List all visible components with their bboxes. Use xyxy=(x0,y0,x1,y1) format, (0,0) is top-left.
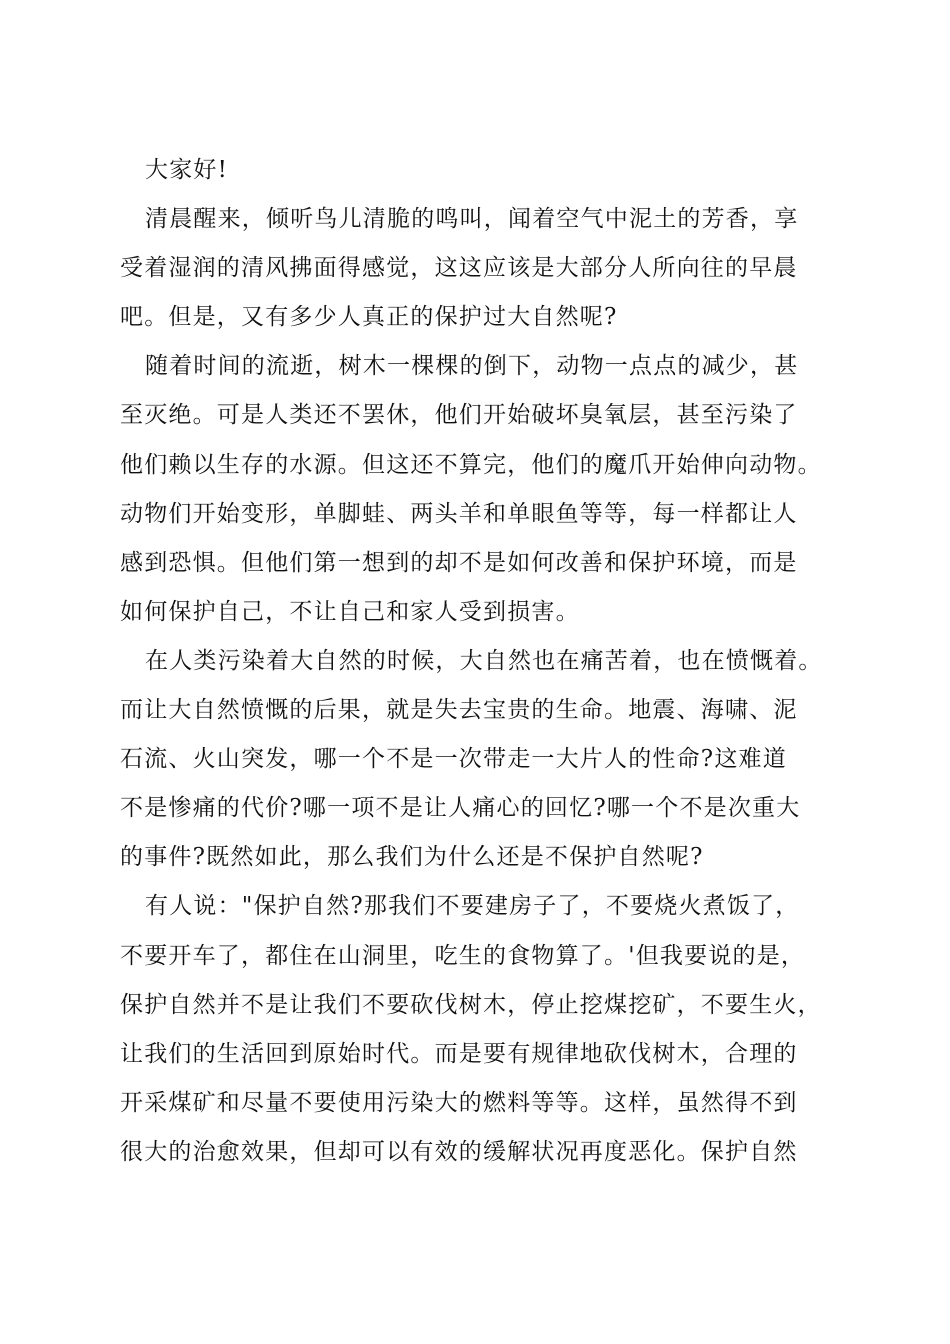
paragraph-4-line-6: 很大的治愈效果，但却可以有效的缓解状况再度恶化。保护自然 xyxy=(120,1138,798,1165)
paragraph-3-line-2: 而让大自然愤慨的后果，就是失去宝贵的生命。地震、海啸、泥 xyxy=(120,697,798,724)
paragraph-3-line-3: 石流、火山突发，哪一个不是一次带走一大片人的性命?这难道 xyxy=(120,746,787,773)
paragraph-4-line-5: 开采煤矿和尽量不要使用污染大的燃料等等。这样，虽然得不到 xyxy=(120,1089,798,1116)
paragraph-2-line-5: 感到恐惧。但他们第一想到的却不是如何改善和保护环境，而是 xyxy=(120,549,798,576)
paragraph-4-line-4: 让我们的生活回到原始时代。而是要有规律地砍伐树木，合理的 xyxy=(120,1040,798,1067)
paragraph-3-line-4: 不是惨痛的代价?哪一项不是让人痛心的回忆?哪一个不是次重大 xyxy=(120,795,801,822)
speech-text xyxy=(120,146,860,1177)
paragraph-3-line-5: 的事件?既然如此，那么我们为什么还是不保护自然呢? xyxy=(120,844,704,871)
paragraph-2-line-1: 随着时间的流逝，树木一棵棵的倒下，动物一点点的减少，甚 xyxy=(145,353,799,380)
paragraph-1-line-3: 吧。但是，又有多少人真正的保护过大自然呢? xyxy=(120,304,618,331)
paragraph-4-line-3: 保护自然并不是让我们不要砍伐树木，停止挖煤挖矿，不要生火， xyxy=(120,991,822,1018)
paragraph-4-line-1: 有人说："保护自然?那我们不要建房子了，不要烧火煮饭了， xyxy=(145,893,800,920)
paragraph-3-line-1: 在人类污染着大自然的时候，大自然也在痛苦着，也在愤慨着。 xyxy=(145,647,823,674)
paragraph-1-line-1: 清晨醒来，倾听鸟儿清脆的鸣叫，闻着空气中泥土的芳香，享 xyxy=(145,206,799,233)
paragraph-2-line-2: 至灭绝。可是人类还不罢休，他们开始破坏臭氧层，甚至污染了 xyxy=(120,402,798,429)
paragraph-2-line-3: 他们赖以生存的水源。但这还不算完，他们的魔爪开始伸向动物。 xyxy=(120,451,822,478)
paragraph-2-line-6: 如何保护自己，不让自己和家人受到损害。 xyxy=(120,598,580,625)
greeting-line: 大家好! xyxy=(145,157,229,183)
paragraph-4-line-2: 不要开车了，都住在山洞里，吃生的食物算了。'但我要说的是， xyxy=(120,942,806,969)
paragraph-2-line-4: 动物们开始变形，单脚蛙、两头羊和单眼鱼等等，每一样都让人 xyxy=(120,500,798,527)
paragraph-1-line-2: 受着湿润的清风拂面得感觉，这这应该是大部分人所向往的早晨 xyxy=(120,255,798,282)
